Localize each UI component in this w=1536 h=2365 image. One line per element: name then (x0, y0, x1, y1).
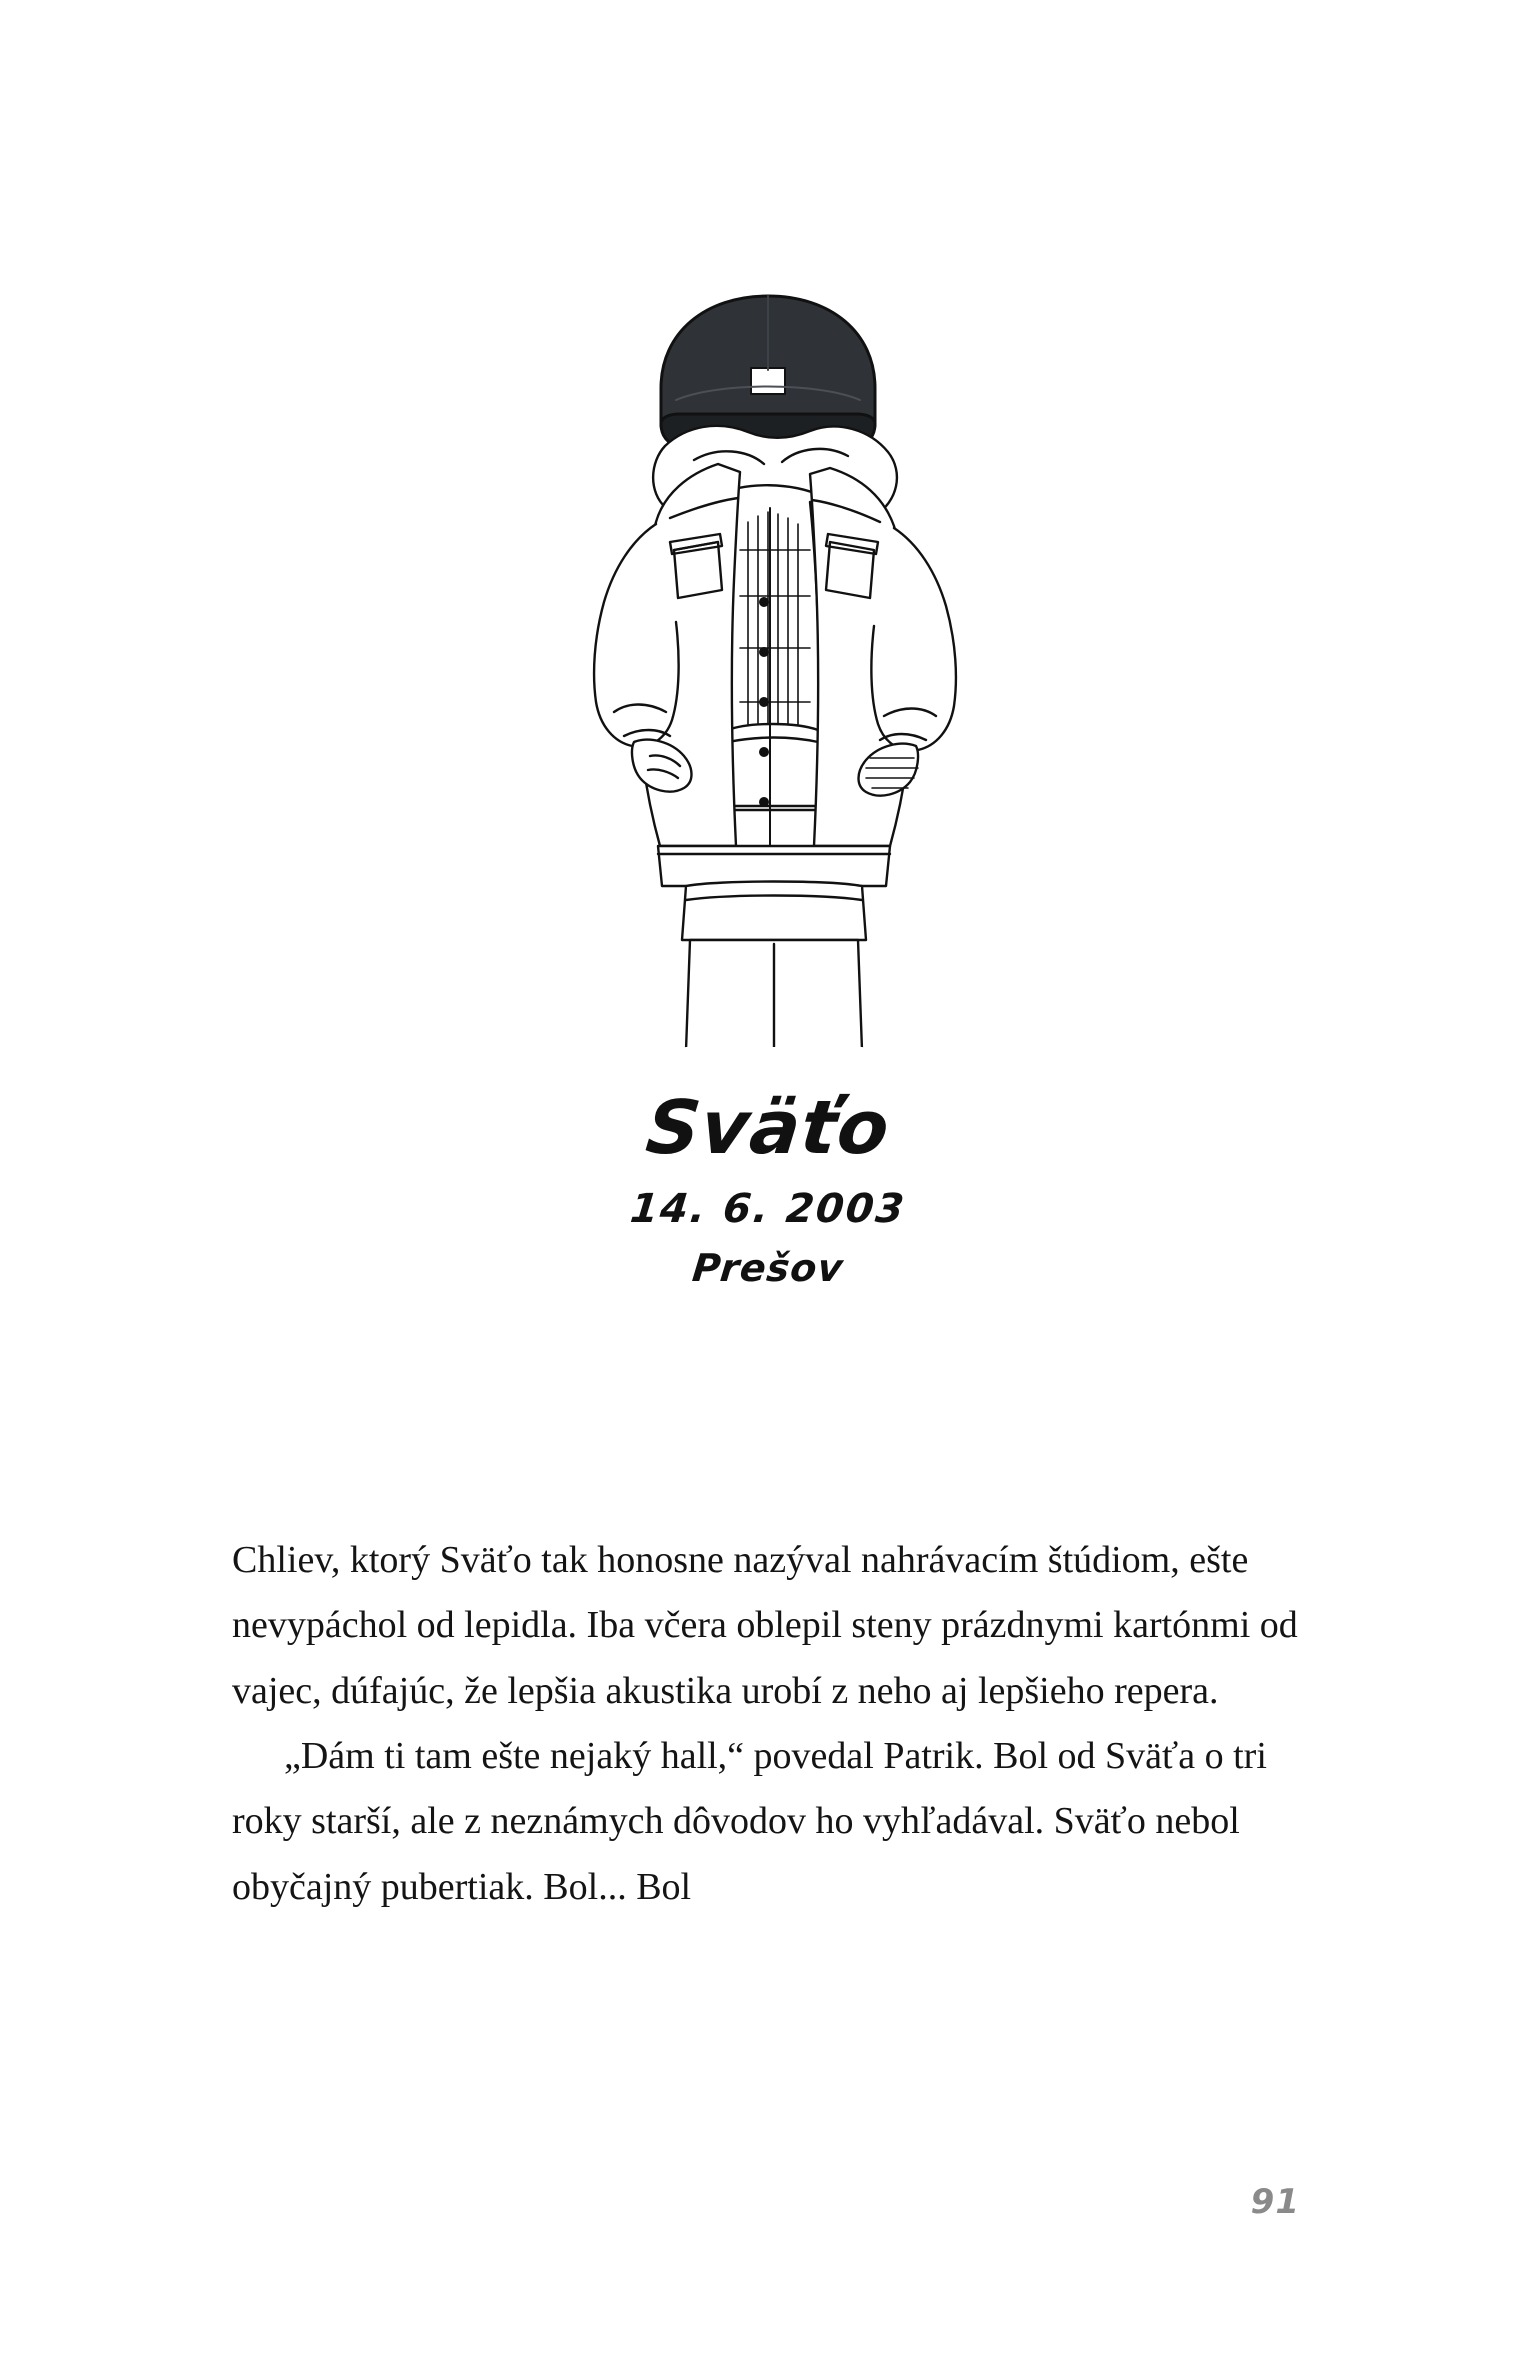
body-text (232, 1528, 1312, 1920)
page-number: 91 (1250, 2182, 1300, 2222)
chapter-heading (0, 1085, 1536, 1290)
paragraph-1: Chliev, ktorý Sväťo tak honosne nazýval nahrávacím štúdiom, ešte nevypáchol od lepidla. Iba včera oblepil steny prázdnymi kartónmi od vajec, dúfajúc, že lepšia akustika urobí z neho aj lepšieho repera. (232, 1539, 1298, 1712)
birth-date: 14. 6. 2003 (628, 1185, 908, 1232)
paragraph-2: „Dám ti tam ešte nejaký hall,“ povedal Patrik. Bol od Sväťa o tri roky starší, ale z neznámych dôvodov ho vyhľadával. Sväťo nebol obyčajný pubertiak. Bol... Bol (232, 1735, 1267, 1908)
chapter-illustration (418, 250, 1118, 1070)
birth-place: Prešov (690, 1245, 846, 1290)
chapter-title: Sväťo (642, 1085, 894, 1171)
